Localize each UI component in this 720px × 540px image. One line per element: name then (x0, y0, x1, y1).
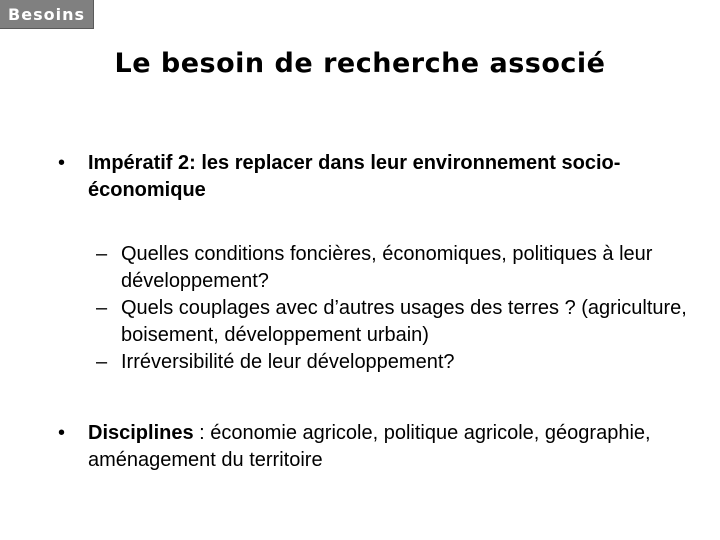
sub-item-text: Quels couplages avec d’autres usages des terres ? (agriculture, boisement, développement urbain) (121, 297, 687, 346)
sub-item-irreversibilite (96, 349, 696, 376)
sub-item-conditions (96, 241, 696, 295)
dash-mark: – (96, 351, 108, 373)
bullet-disciplines (58, 420, 698, 474)
dash-mark: – (96, 243, 108, 265)
bullet-mark: • (58, 152, 66, 174)
bullet-text (88, 420, 698, 474)
bullet-imperatif (58, 150, 698, 204)
bullet-mark: • (58, 422, 66, 444)
sub-item-text: Irréversibilité de leur développement? (121, 351, 455, 373)
bullet-rest: : économie agricole, politique agricole, géographie, aménagement du territoire (88, 422, 651, 471)
bullet-lead: Disciplines (88, 422, 194, 444)
sub-list (96, 241, 696, 376)
slide-title: Le besoin de recherche associé (114, 48, 606, 79)
bullet-text: Impératif 2: les replacer dans leur environnement socio-économique (88, 152, 621, 201)
dash-mark: – (96, 297, 108, 319)
sub-item-text: Quelles conditions foncières, économiques, politiques à leur développement? (121, 243, 653, 292)
section-tag: Besoins (0, 0, 94, 29)
sub-item-couplages (96, 295, 696, 349)
